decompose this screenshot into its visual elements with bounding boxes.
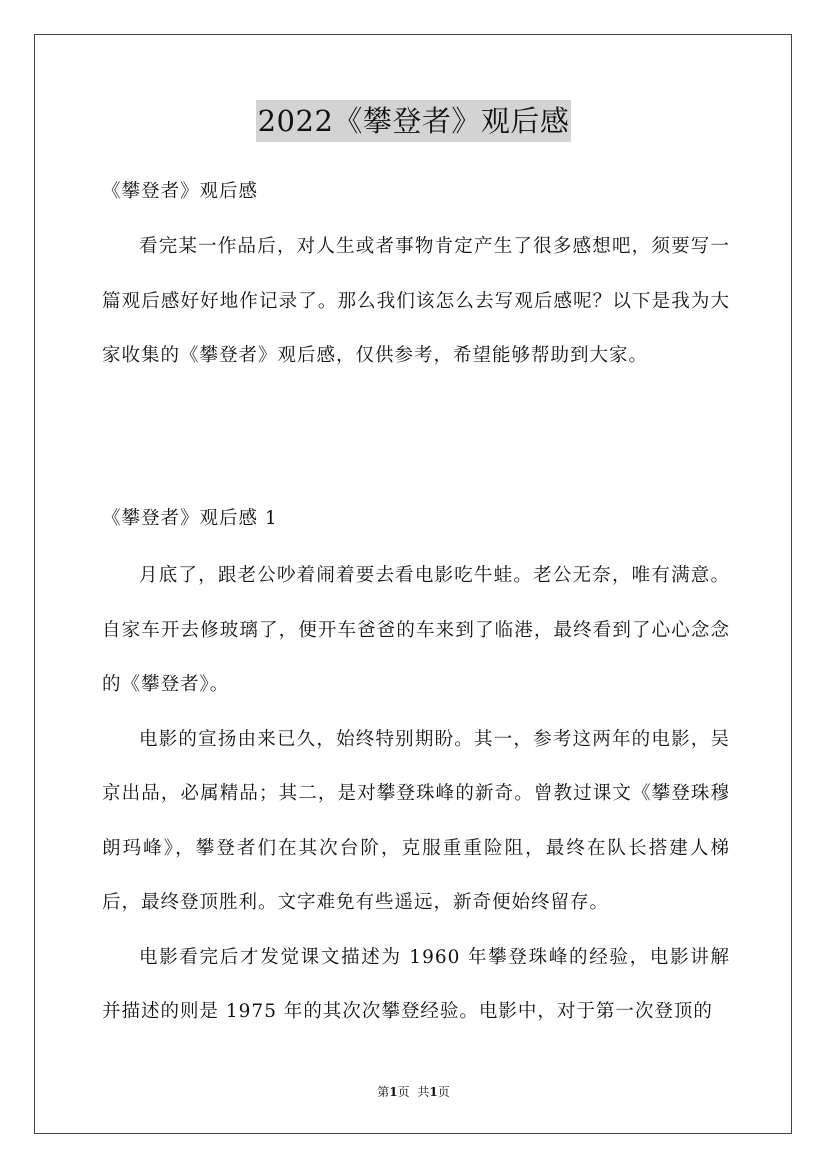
page-label-suffix: 页: [397, 1085, 410, 1099]
section1-heading: 《攀登者》观后感 1: [102, 508, 278, 529]
section1-paragraph-3: 电影看完后才发觉课文描述为 1960 年攀登珠峰的经验，电影讲解并描述的则是 1975 年的其次次攀登经验。电影中，对于第一次登顶的: [102, 946, 730, 1022]
page-footer: [0, 1082, 827, 1102]
document-title: 2022《攀登者》观后感: [256, 100, 572, 142]
intro-heading: 《攀登者》观后感: [102, 181, 259, 202]
title-container: [0, 100, 827, 142]
intro-paragraph: 看完某一作品后，对人生或者事物肯定产生了很多感想吧，须要写一篇观后感好好地作记录了。那么我们该怎么去写观后感呢？以下是我为大家收集的《攀登者》观后感，仅供参考，希望能够帮助到大家。: [102, 236, 730, 366]
total-pages: 1: [429, 1085, 438, 1099]
intro-section: [102, 220, 730, 384]
page-label-prefix: 第: [377, 1085, 390, 1099]
section1-paragraph-1: 月底了，跟老公吵着闹着要去看电影吃牛蛙。老公无奈，唯有满意。自家车开去修玻璃了，便开车爸爸的车来到了临港，最终看到了心心念念的《攀登者》。: [102, 565, 730, 695]
total-label-suffix: 页: [437, 1085, 450, 1099]
total-label-prefix: 共: [417, 1085, 430, 1099]
section1-paragraph-2: 电影的宣扬由来已久，始终特别期盼。其一，参考这两年的电影，吴京出品，必属精品；其二，是对攀登珠峰的新奇。曾教过课文《攀登珠穆朗玛峰》，攀登者们在其次台阶，克服重重险阻，最终在队长搭建人梯后，最终登顶胜利。文字难免有些遥远，新奇便始终留存。: [102, 728, 730, 913]
section1-body: [102, 549, 730, 1040]
page-number: 1: [389, 1085, 398, 1099]
